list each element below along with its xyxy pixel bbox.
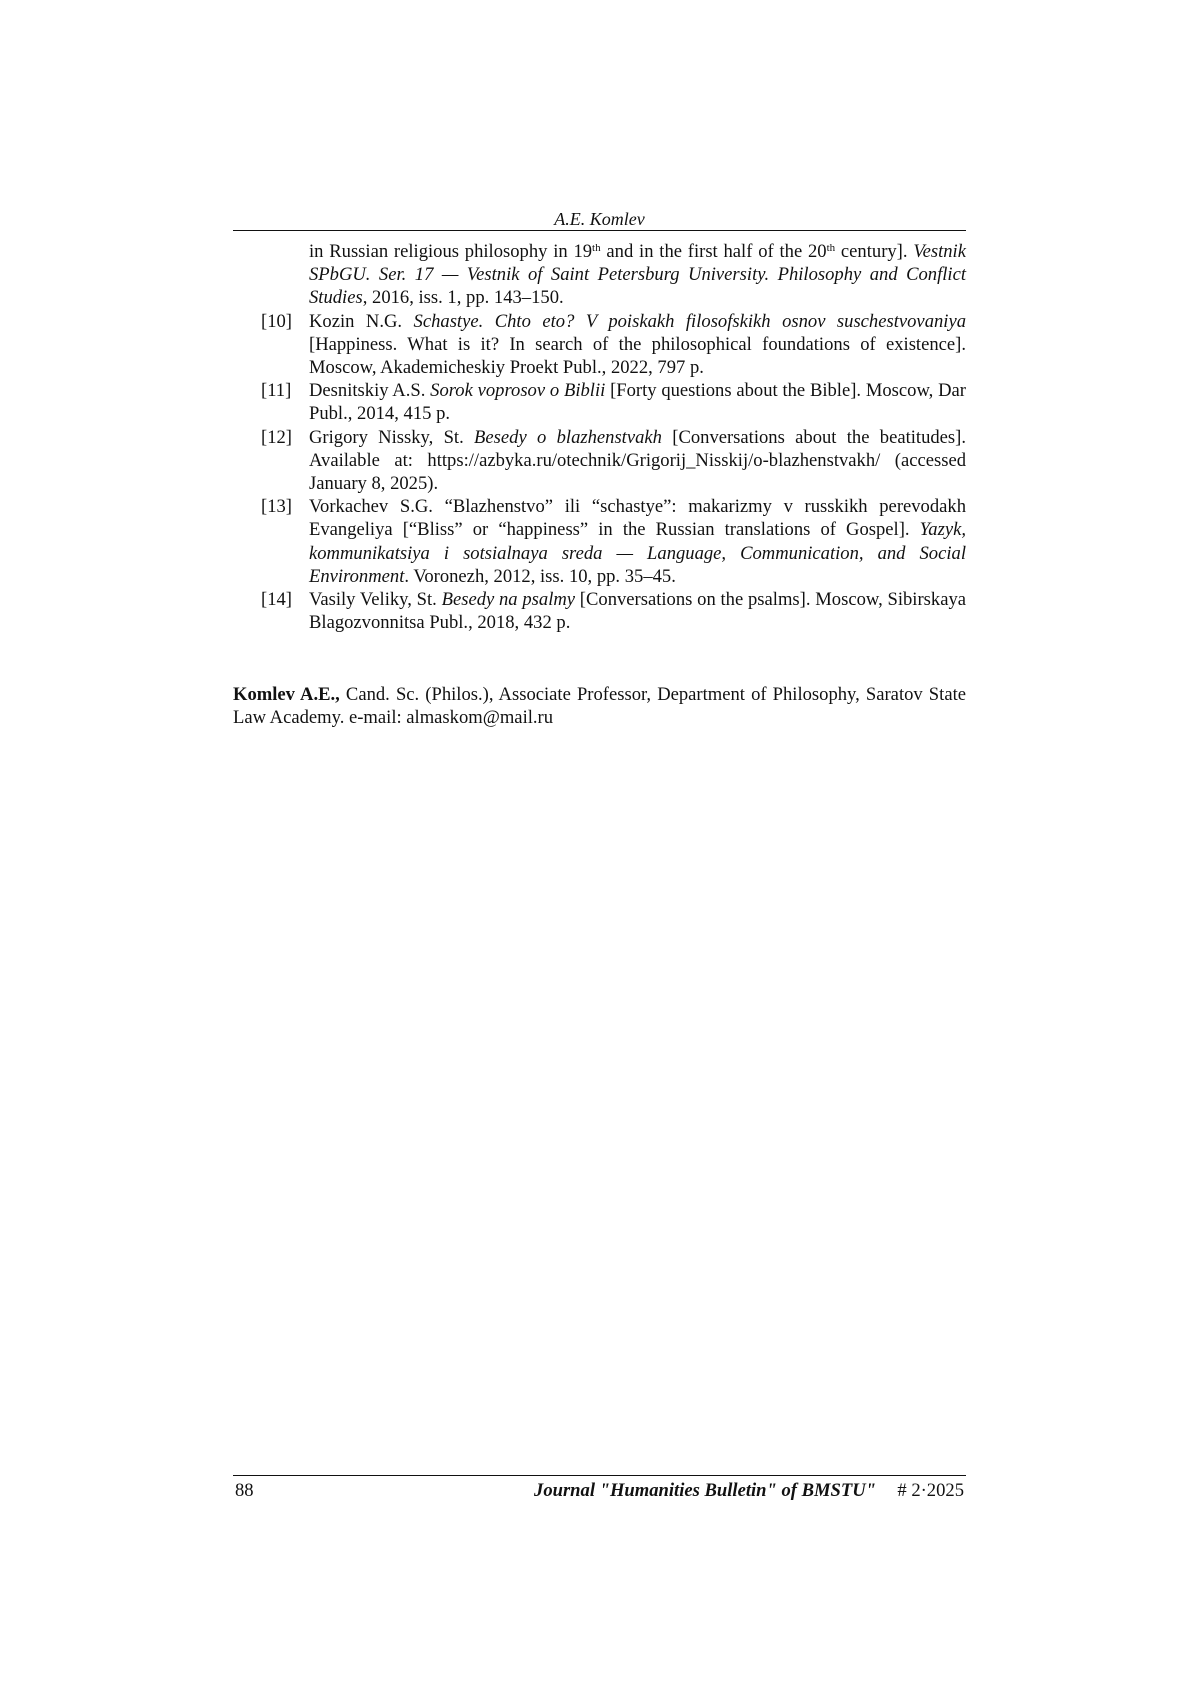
- reference-item: [233, 495, 966, 588]
- ref-cont-text-2: and in the first half of the 20: [600, 241, 827, 262]
- reference-number: [10]: [261, 310, 292, 332]
- reference-item: [233, 426, 966, 496]
- reference-title: Besedy na psalmy: [441, 589, 576, 611]
- ref-cont-text-3: century].: [835, 241, 914, 262]
- reference-title: Schastye. Chto eto? V poiskakh filosofskikh osnov suschestvovaniya: [413, 310, 966, 332]
- ref-cont-journal: Vestnik SPbGU. Ser. 17 — Vestnik of Saint Petersburg University. Philosophy and Conflict Studies: [309, 241, 966, 309]
- reference-tail: [Conversations on the psalms]. Moscow, Sibirskaya Blagozvonnitsa Publ., 2018, 432 p.: [309, 589, 966, 634]
- ref-cont-sup-2: th: [826, 242, 836, 254]
- author-info: [233, 683, 966, 729]
- reference-item: [233, 588, 966, 634]
- reference-item: [233, 310, 966, 380]
- author-details: Cand. Sc. (Philos.), Associate Professor, Department of Philosophy, Saratov State Law Academy. e-mail: almaskom@mail.ru: [233, 684, 966, 729]
- page-footer: [233, 1479, 966, 1502]
- reference-item: [233, 379, 966, 425]
- page-number: 88: [235, 1480, 254, 1501]
- reference-title: Yazyk, kommunikatsiya i sotsialnaya sreda — Language, Communication, and Social Environment: [309, 519, 966, 587]
- journal-title: Journal "Humanities Bulletin" of BMSTU": [534, 1480, 876, 1501]
- reference-continuation: [233, 240, 966, 310]
- reference-tail: . Voronezh, 2012, iss. 10, pp. 35–45.: [404, 565, 676, 587]
- footer-rule: [233, 1475, 966, 1476]
- ref-cont-tail: , 2016, iss. 1, pp. 143–150.: [362, 287, 564, 309]
- reference-tail: [Happiness. What is it? In search of the philosophical foundations of existence]. Moscow, Akademicheskiy Proekt Publ., 2022, 797 p.: [309, 333, 966, 379]
- issue-number: # 2·2025: [897, 1480, 964, 1501]
- ref-cont-sup-1: th: [592, 242, 601, 254]
- author-name: Komlev A.E.,: [233, 684, 340, 705]
- reference-tail: [Conversations about the beatitudes]. Available at: https://azbyka.ru/otechnik/Grigorij_Nisskij/o-blazhenstvakh/ (accessed January 8, 2025).: [309, 426, 966, 495]
- reference-number: [14]: [261, 589, 292, 611]
- reference-lead: Vorkachev S.G. “Blazhenstvo” ili “schastye”: makarizmy v russkikh perevodakh Evangeliya [“Bliss” or “happiness” in the Russian translations of Gospel].: [309, 496, 966, 541]
- reference-title: Besedy o blazhenstvakh: [474, 426, 662, 448]
- ref-cont-text-1: in Russian religious philosophy in 19: [309, 241, 593, 262]
- reference-lead: Desnitskiy A.S.: [309, 380, 431, 402]
- reference-lead: Kozin N.G.: [309, 310, 414, 332]
- reference-tail: [Forty questions about the Bible]. Moscow, Dar Publ., 2014, 415 p.: [309, 380, 966, 425]
- reference-number: [11]: [261, 380, 292, 402]
- reference-lead: Vasily Veliky, St.: [309, 589, 442, 611]
- running-header: A.E. Komlev: [554, 209, 645, 229]
- reference-lead: Grigory Nissky, St.: [309, 426, 475, 448]
- header-rule: [233, 230, 966, 231]
- reference-title: Sorok voprosov o Biblii: [430, 380, 606, 402]
- reference-number: [12]: [261, 426, 292, 448]
- reference-number: [13]: [261, 496, 292, 518]
- reference-list: [233, 240, 966, 634]
